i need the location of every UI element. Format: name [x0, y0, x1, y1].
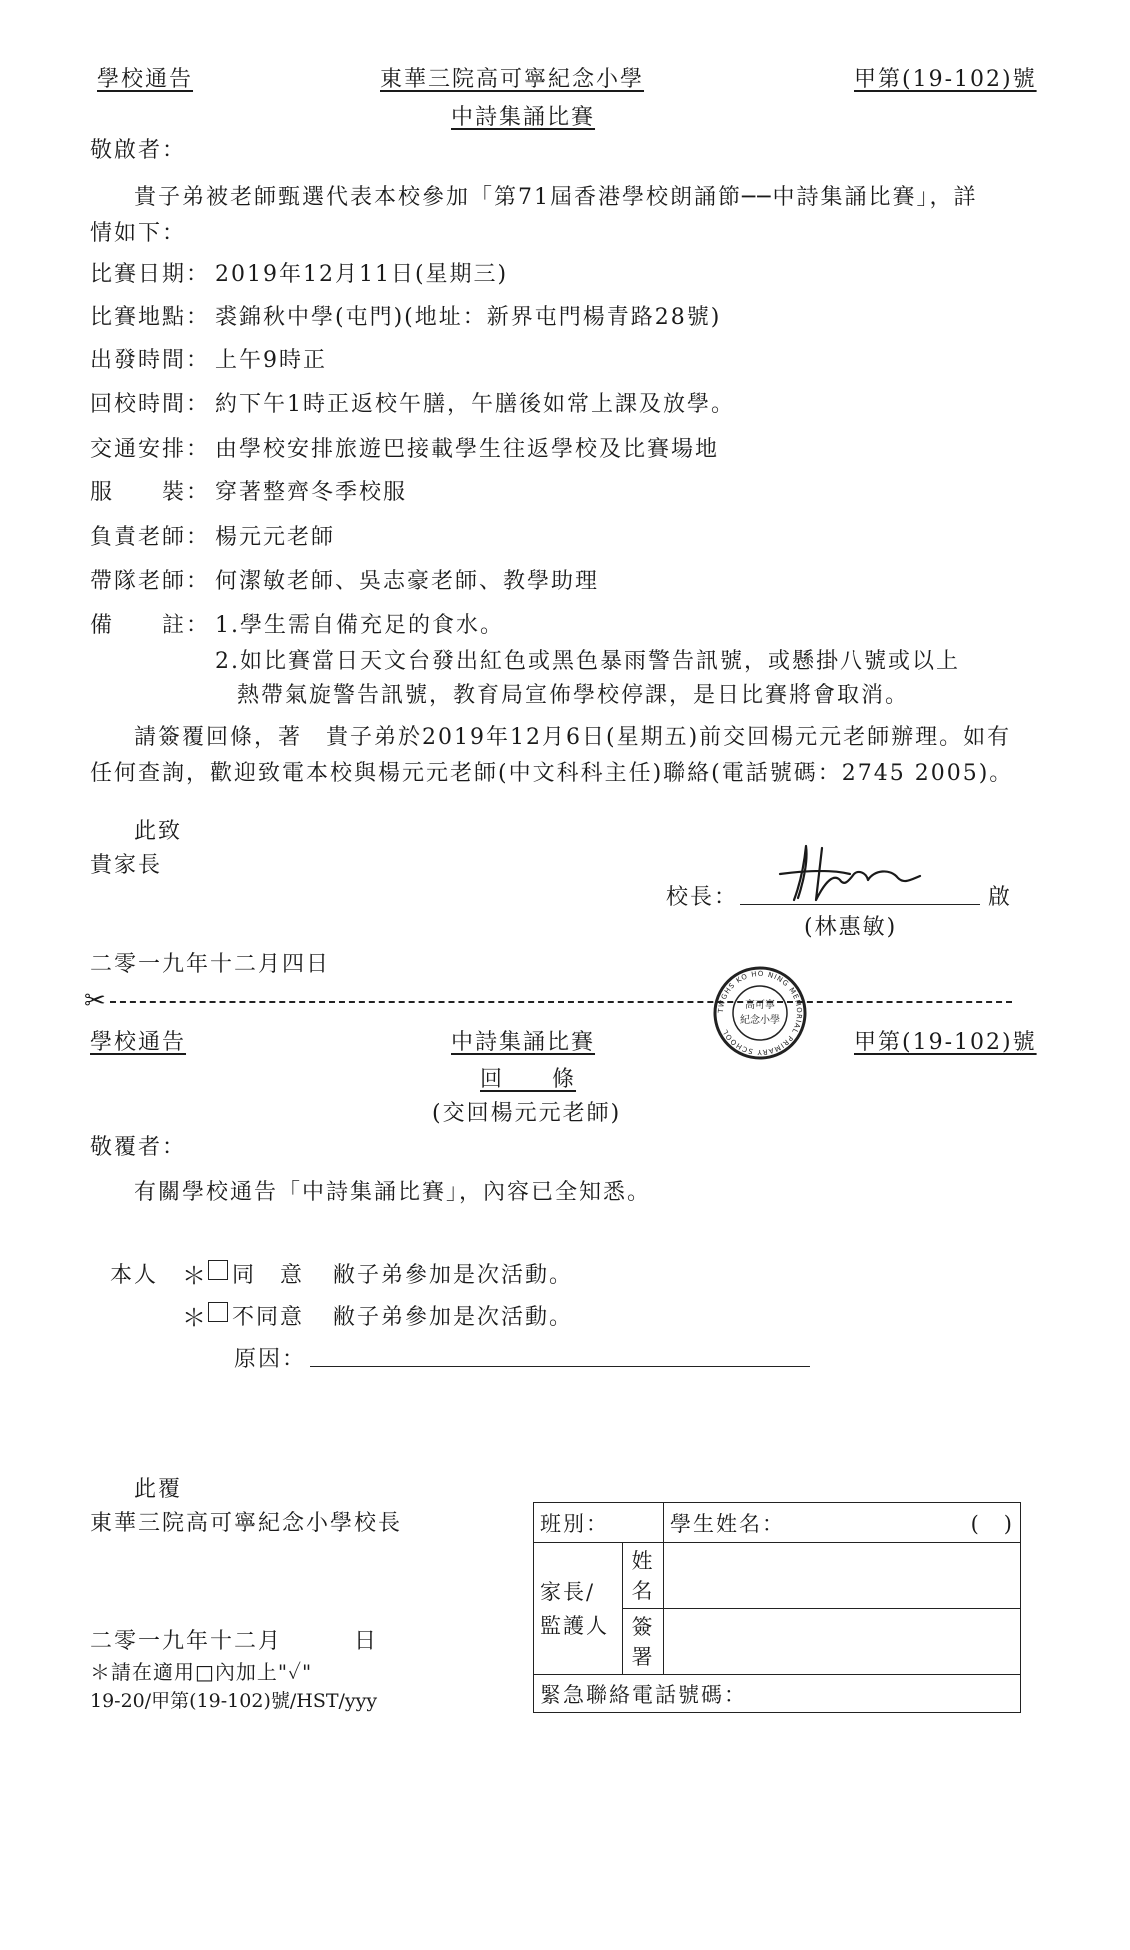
detail-label-escort: 帶隊老師： [90, 569, 211, 594]
document-code: 19-20/甲第(19-102)號/HST/yyy [90, 1690, 378, 1712]
detail-label-uniform: 服 裝： [90, 480, 211, 505]
scissors-icon: ✂ [84, 986, 106, 1016]
reason-input-line[interactable] [310, 1366, 810, 1367]
parent-signature-input[interactable] [664, 1609, 1021, 1675]
student-name-cell[interactable] [664, 1503, 1021, 1543]
detail-label-transport: 交通安排： [90, 437, 211, 462]
remark-1: 1.學生需自備充足的食水。 [215, 613, 504, 638]
emergency-phone-cell[interactable] [534, 1675, 1021, 1713]
parent-label-line-2: 監護人 [540, 1613, 609, 1638]
detail-label-return: 回校時間： [90, 392, 211, 417]
name-label-2: 名 [631, 1578, 655, 1603]
disagree-participate-text: 敝子弟參加是次活動。 [333, 1305, 574, 1330]
principal-label: 校長： [666, 885, 739, 910]
slip-self-label: 本人 [110, 1263, 159, 1288]
notice-type-label: 學校通告 [97, 67, 194, 92]
slip-notice-type: 學校通告 [90, 1030, 187, 1055]
reply-form-table [533, 1502, 1021, 1713]
detail-value-escort: 何潔敏老師、吳志豪老師、教學助理 [215, 569, 600, 594]
intro-line-2: 情如下： [90, 221, 187, 246]
detail-value-venue: 裘錦秋中學(屯門)(地址：新界屯門楊青路28號) [215, 305, 722, 330]
detail-label-date: 比賽日期： [90, 262, 211, 287]
closing: 此致 [134, 819, 183, 844]
emergency-phone-label: 緊急聯絡電話號碼： [540, 1682, 747, 1707]
student-number-paren: ( ) [970, 1511, 1014, 1536]
salutation: 敬啟者： [90, 138, 187, 163]
slip-date: 二零一九年十二月 日 [90, 1629, 379, 1654]
detail-label-teacher: 負責老師： [90, 525, 211, 550]
slip-title: 中詩集誦比賽 [451, 1030, 596, 1055]
notice-title: 中詩集誦比賽 [451, 105, 596, 130]
slip-return-to: (交回楊元元老師) [432, 1101, 622, 1126]
slip-subtitle: 回 條 [480, 1067, 577, 1092]
table-row [534, 1543, 1021, 1609]
asterisk-icon: ＊ [182, 1304, 206, 1332]
parent-label-line-1: 家長/ [540, 1579, 596, 1604]
notice-date: 二零一九年十二月四日 [90, 952, 331, 977]
addressee: 貴家長 [90, 853, 163, 878]
stamp-ring-text: TWGHS KO HO NING MEMORIAL PRIMARY SCHOOL [716, 969, 804, 1057]
detail-label-departure: 出發時間： [90, 348, 211, 373]
agree-participate-text: 敝子弟參加是次活動。 [333, 1263, 574, 1288]
table-row [534, 1503, 1021, 1543]
cut-line [110, 1001, 1012, 1003]
remarks-label: 備 註： [90, 613, 211, 638]
agree-checkbox[interactable] [208, 1260, 228, 1280]
parent-name-input[interactable] [664, 1543, 1021, 1609]
detail-value-uniform: 穿著整齊冬季校服 [215, 480, 408, 505]
principal-closing: 啟 [988, 885, 1013, 910]
intro-line-1: 貴子弟被老師甄選代表本校參加「第71屆香港學校朗誦節──中詩集誦比賽」，詳 [134, 185, 978, 210]
slip-salutation: 敬覆者： [90, 1135, 187, 1160]
notice-reference: 甲第(19-102)號 [854, 67, 1037, 92]
checkbox-instruction: ＊請在適用□內加上"✓" [90, 1660, 313, 1684]
name-label-1: 姓 [631, 1548, 655, 1573]
class-cell[interactable] [534, 1503, 664, 1543]
reply-instruction-line-2: 任何查詢，歡迎致電本校與楊元元老師(中文科科主任)聯絡(電話號碼：2745 2005)。 [90, 761, 1014, 786]
disagree-label: 不同意 [232, 1305, 305, 1330]
slip-acknowledge: 有關學校通告「中詩集誦比賽」，內容已全知悉。 [134, 1180, 652, 1205]
disagree-checkbox[interactable] [208, 1302, 228, 1322]
signature-label-2: 署 [631, 1644, 655, 1669]
principal-name: (林惠敏) [804, 915, 898, 940]
detail-value-teacher: 楊元元老師 [215, 525, 336, 550]
parent-label-cell [534, 1543, 623, 1675]
agree-label: 同 意 [232, 1263, 305, 1288]
principal-signature [770, 840, 940, 908]
stamp-text-bottom: 紀念小學 [740, 1015, 780, 1026]
class-label: 班別： [540, 1511, 609, 1536]
slip-reference: 甲第(19-102)號 [854, 1030, 1037, 1055]
school-name: 東華三院高可寧紀念小學 [380, 67, 645, 92]
detail-value-departure: 上午9時正 [215, 348, 327, 373]
signature-label-1: 簽 [631, 1614, 655, 1639]
remark-2-line-1: 2.如比賽當日天文台發出紅色或黑色暴雨警告訊號，或懸掛八號或以上 [215, 649, 960, 674]
student-name-label: 學生姓名： [670, 1511, 785, 1536]
reply-instruction-line-1: 請簽覆回條，著 貴子弟於2019年12月6日(星期五)前交回楊元元老師辦理。如有 [134, 725, 1012, 750]
signature-label-cell [623, 1609, 664, 1675]
stamp-text-top: 高可寧 [745, 1000, 775, 1011]
detail-value-date: 2019年12月11日(星期三) [215, 262, 509, 287]
name-label-cell [623, 1543, 664, 1609]
detail-label-venue: 比賽地點： [90, 305, 211, 330]
detail-value-transport: 由學校安排旅遊巴接載學生往返學校及比賽場地 [215, 437, 720, 462]
slip-closing: 此覆 [134, 1477, 183, 1502]
asterisk-icon: ＊ [182, 1262, 206, 1290]
detail-value-return: 約下午1時正返校午膳，午膳後如常上課及放學。 [215, 392, 735, 417]
reason-label: 原因： [234, 1347, 307, 1372]
slip-addressee: 東華三院高可寧紀念小學校長 [90, 1511, 403, 1536]
table-row [534, 1675, 1021, 1713]
remark-2-line-2: 熱帶氣旋警告訊號，教育局宣佈學校停課，是日比賽將會取消。 [237, 683, 910, 708]
school-stamp [712, 965, 808, 1061]
